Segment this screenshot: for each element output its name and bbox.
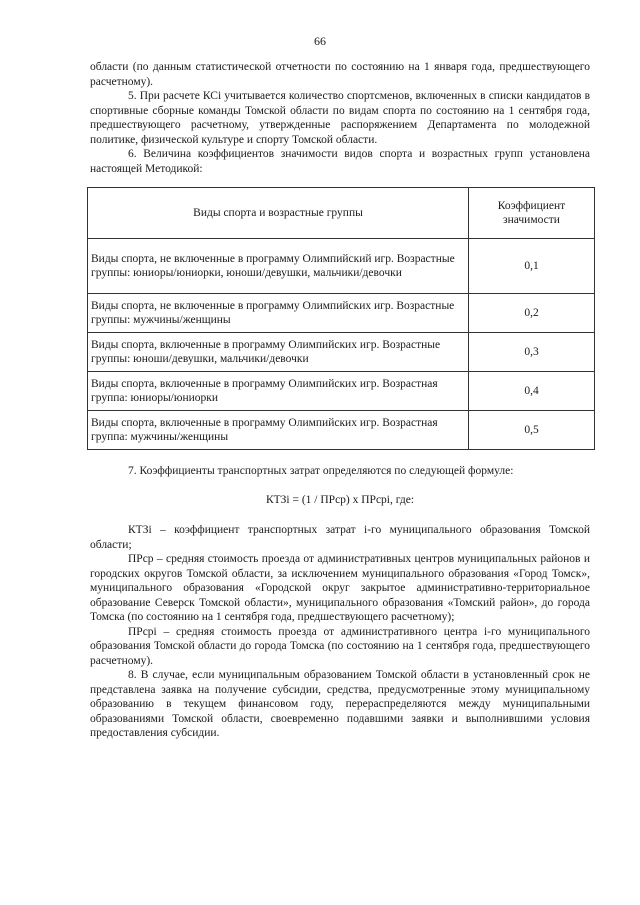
cell-coefficient: 0,2 (469, 294, 595, 333)
table-row (88, 239, 595, 294)
paragraph-item-7: 7. Коэффициенты транспортных затрат определяются по следующей формуле: (128, 465, 514, 477)
cell-sport-type: Виды спорта, включенные в программу Олимпийских игр. Возрастная группа: юниоры/юниорки (88, 372, 469, 411)
definition-ktzi: КТЗi – коэффициент транспортных затрат i-го муниципального образования Томской области; (90, 524, 590, 551)
cell-coefficient: 0,1 (469, 239, 595, 294)
cell-coefficient: 0,4 (469, 372, 595, 411)
definition-prsr: ПРср – средняя стоимость проезда от административных центров муниципальных районов и городских округов Томской области, за исключением муниципального образования «Город Томск», муниципального образования «Городской округ закрытое административно-территориальное образование Северск Томской области», муниципального образования «Томский район», до города Томска (по состоянию на 1 сентября года, предшествующего расчетному); (90, 553, 590, 623)
definition-prsri: ПРсрi – средняя стоимость проезда от административного центра i-го муниципального образования Томской области до города Томска (по состоянию на 1 сентября года, предшествующего расчетному). (90, 625, 590, 667)
table-header-row (88, 188, 595, 239)
table-row (88, 372, 595, 411)
paragraph-continuation: области (по данным статистической отчетности по состоянию на 1 января года, предшествующего расчетному). (90, 61, 590, 88)
paragraph-item-8: 8. В случае, если муниципальным образованием Томской области в установленный срок не представлена заявка на получение субсидии, средства, предусмотренные этому муниципальному образованию в текущем финансовом году, перераспределяются между муниципальными образованиями Томской области, своевременно подавшими заявки и выполнившими условия предоставления субсидии. (90, 669, 590, 739)
table-row (88, 333, 595, 372)
cell-coefficient: 0,5 (469, 411, 595, 450)
table-row (88, 411, 595, 450)
coefficient-table (87, 187, 595, 450)
cell-sport-type: Виды спорта, включенные в программу Олимпийских игр. Возрастная группа: мужчины/женщины (88, 411, 469, 450)
cell-coefficient: 0,3 (469, 333, 595, 372)
document-body (90, 60, 590, 741)
table-row (88, 294, 595, 333)
cell-sport-type: Виды спорта, не включенные в программу Олимпийский игр. Возрастные группы: юниоры/юниорки, юноши/девушки, мальчики/девочки (88, 239, 469, 294)
header-sport-groups: Виды спорта и возрастные группы (88, 188, 469, 239)
cell-sport-type: Виды спорта, не включенные в программу Олимпийских игр. Возрастные группы: мужчины/женщины (88, 294, 469, 333)
cell-sport-type: Виды спорта, включенные в программу Олимпийских игр. Возрастные группы: юноши/девушки, мальчики/девочки (88, 333, 469, 372)
header-coefficient: Коэффициент значимости (469, 188, 595, 239)
paragraph-item-6: 6. Величина коэффициентов значимости видов спорта и возрастных групп установлена настоящей Методикой: (90, 148, 590, 175)
formula: КТЗi = (1 / ПРср) х ПРсрi, где: (265, 493, 415, 506)
paragraph-item-5: 5. При расчете КСi учитывается количество спортсменов, включенных в списки кандидатов в спортивные сборные команды Томской области по видам спорта по состоянию на 1 сентября года, предшествующего расчетному, утвержденные распоряжением Департамента по молодежной политике, физической культуре и спорту Томской области. (90, 90, 590, 146)
page-number: 66 (314, 34, 326, 48)
